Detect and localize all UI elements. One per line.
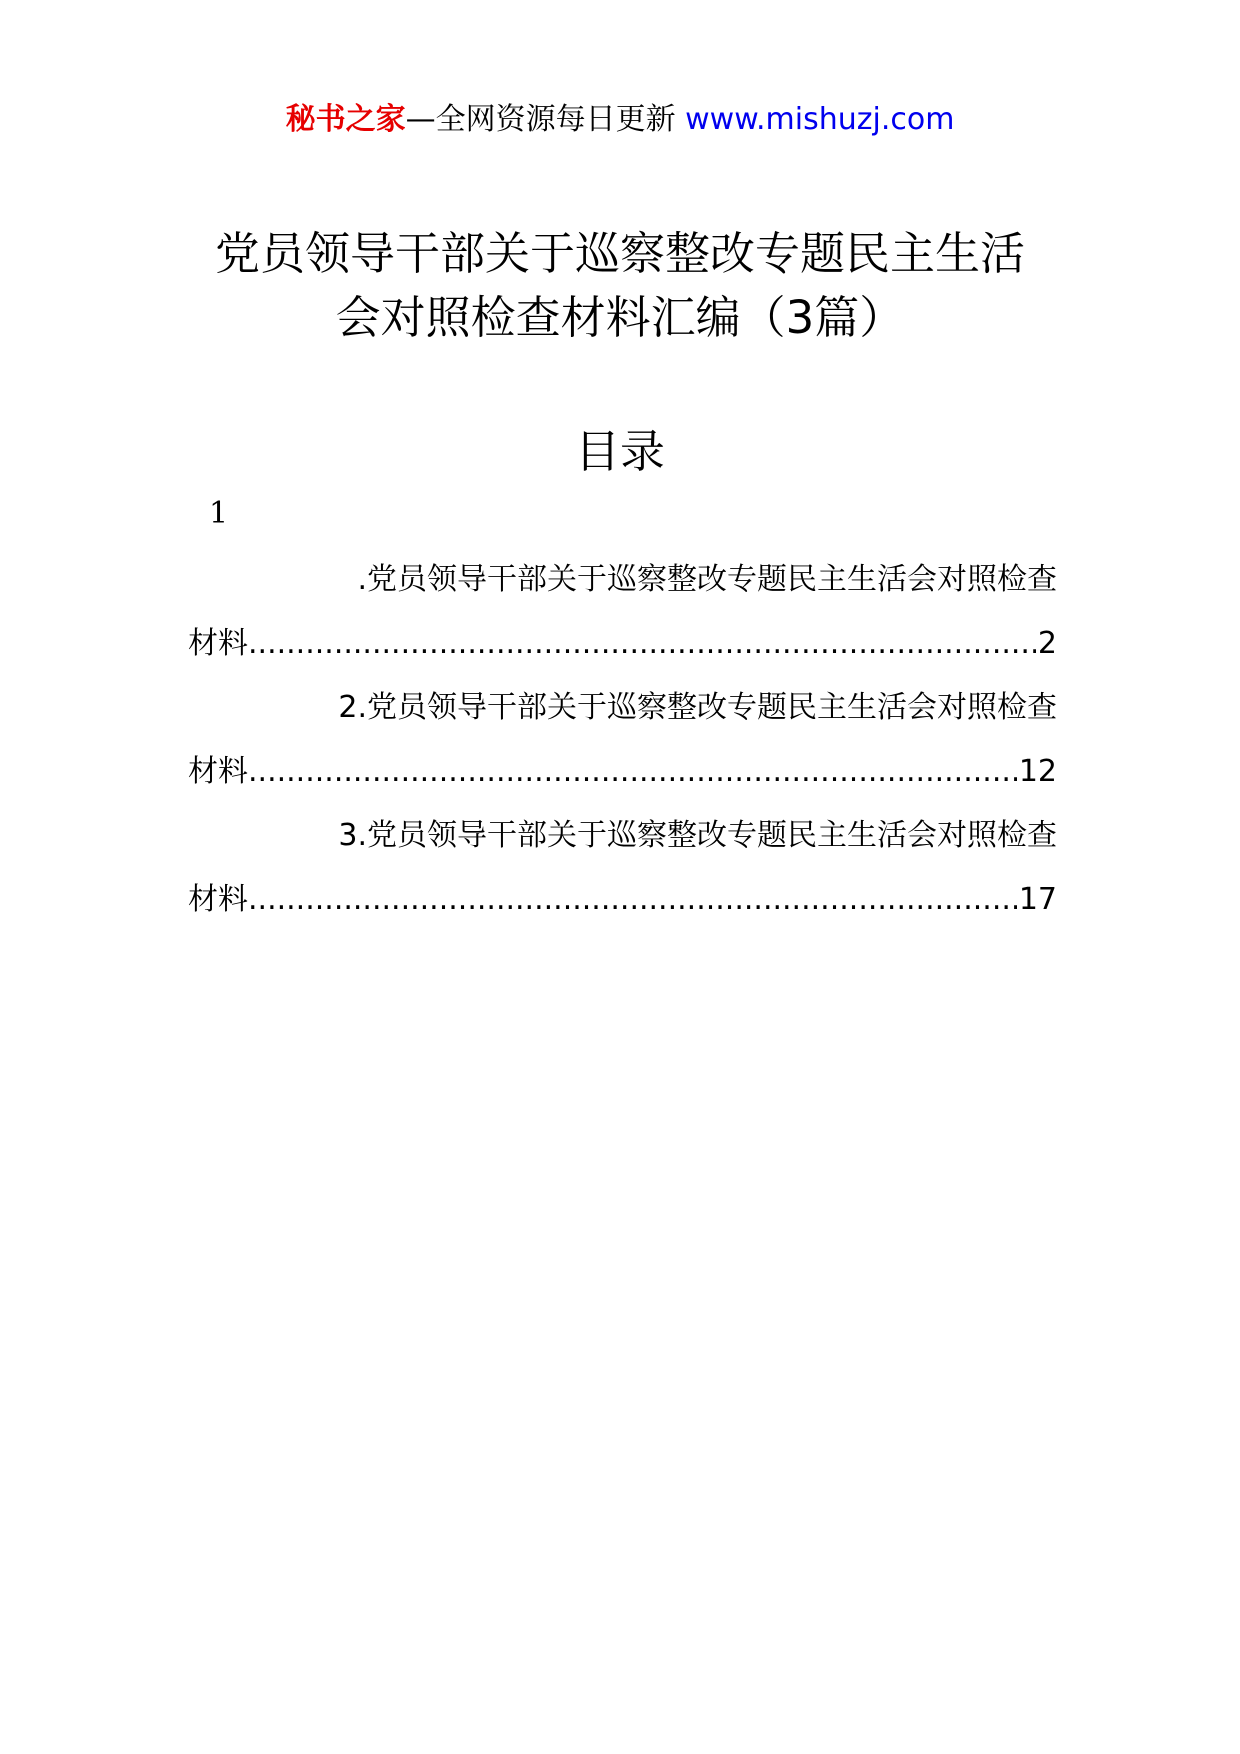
toc-entry-title: 2.党员领导干部关于巡察整改专题民主生活会对照检查: [338, 690, 1057, 725]
toc-page-number: 17: [1018, 882, 1057, 917]
header-tagline: —全网资源每日更新: [405, 102, 676, 137]
site-header: [0, 100, 1240, 140]
toc-entry-continuation: [188, 740, 1057, 804]
document-title: [160, 222, 1080, 350]
toc-entry-1[interactable]: [188, 548, 1057, 676]
toc-dot-leader: [248, 740, 1017, 804]
toc-heading: 目录: [574, 425, 665, 478]
toc-entry-title-end: 材料: [188, 754, 248, 789]
toc-page-number: 2: [1037, 626, 1057, 661]
toc-entry-3[interactable]: [188, 804, 1057, 932]
table-of-contents: [188, 548, 1057, 932]
site-url-link[interactable]: www.mishuzj.com: [685, 102, 955, 137]
document-title-line-2: 会对照检查材料汇编（3篇）: [335, 291, 905, 344]
toc-dot-leader: [248, 868, 1017, 932]
toc-entry-2[interactable]: [188, 676, 1057, 804]
brand-name: 秘书之家: [285, 102, 406, 137]
document-title-line-1: 党员领导干部关于巡察整改专题民主生活: [214, 227, 1025, 280]
toc-entry-title-end: 材料: [188, 626, 248, 661]
toc-entry-continuation: [188, 868, 1057, 932]
toc-entry-continuation: [188, 612, 1057, 676]
toc-entry-title-end: 材料: [188, 882, 248, 917]
toc-entry-title: 3.党员领导干部关于巡察整改专题民主生活会对照检查: [338, 818, 1057, 853]
toc-entry-title: .党员领导干部关于巡察整改专题民主生活会对照检查: [357, 562, 1057, 597]
toc-stray-number: 1: [209, 496, 229, 531]
toc-page-number: 12: [1018, 754, 1057, 789]
toc-dot-leader: [248, 612, 1036, 676]
